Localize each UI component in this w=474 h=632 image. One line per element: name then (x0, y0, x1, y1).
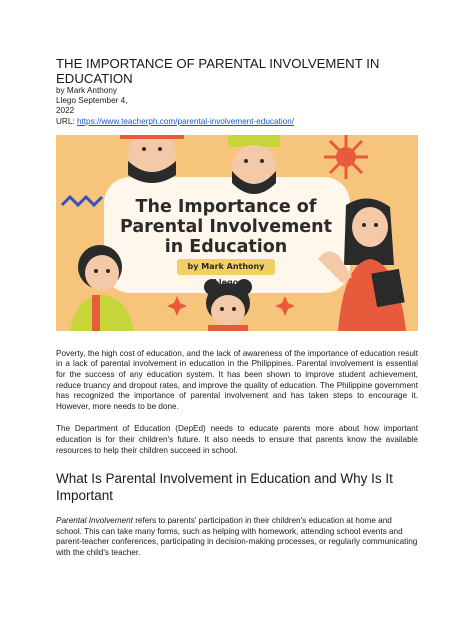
banner-author-pill: by Mark Anthony Llego (177, 259, 275, 275)
date-line-1: Llego September 4, (56, 96, 128, 106)
section-heading: What Is Parental Involvement in Education and Why Is It Important (56, 471, 393, 504)
banner-image (56, 135, 418, 331)
document-page (56, 56, 418, 559)
document-title: THE IMPORTANCE OF PARENTAL INVOLVEMENT IN EDUCATION (56, 56, 380, 86)
starburst-decoration (324, 135, 368, 179)
paragraph-1: Poverty, the high cost of education, and the lack of awareness of the importance of education result in a lack of parental involvement in education in the Philippines. Parental involvement is essential for the success of any education system. It has been shown to improve student achievement, reduce truancy and dropout rates, and improve the quality of education. The Philippine government has recognized the importance of parental involvement and has taken steps to encourage it. However, more needs to be done. (56, 348, 418, 411)
byline: by Mark Anthony (56, 86, 117, 95)
paragraph-3 (56, 516, 418, 558)
url-label: URL: (56, 116, 75, 126)
banner-title: The Importance of Parental Involvement in Education (120, 196, 332, 257)
paragraph-2: The Department of Education (DepEd) needs to educate parents more about how important education is for their children's future. It also needs to ensure that parents know the available resources to help their children succeed in school. (56, 424, 418, 455)
date-line-2: 2022 (56, 106, 75, 116)
source-link[interactable]: https://www.teacherph.com/parental-involvement-education/ (76, 116, 295, 126)
zigzag-decoration (62, 197, 102, 205)
url-line (56, 117, 418, 127)
document-meta (56, 86, 418, 127)
child-top-left (120, 135, 184, 183)
paragraph-3-term: Parental Involvement (56, 516, 133, 526)
paragraph-3-text: refers to parents' participation in their children's education at home and school. This can take many forms, such as helping with homework, attending school events and parent-teacher conferences, participating in decision-making processes, or regularly communicating with the child's teacher. (56, 516, 418, 557)
child-top-center (228, 135, 280, 194)
